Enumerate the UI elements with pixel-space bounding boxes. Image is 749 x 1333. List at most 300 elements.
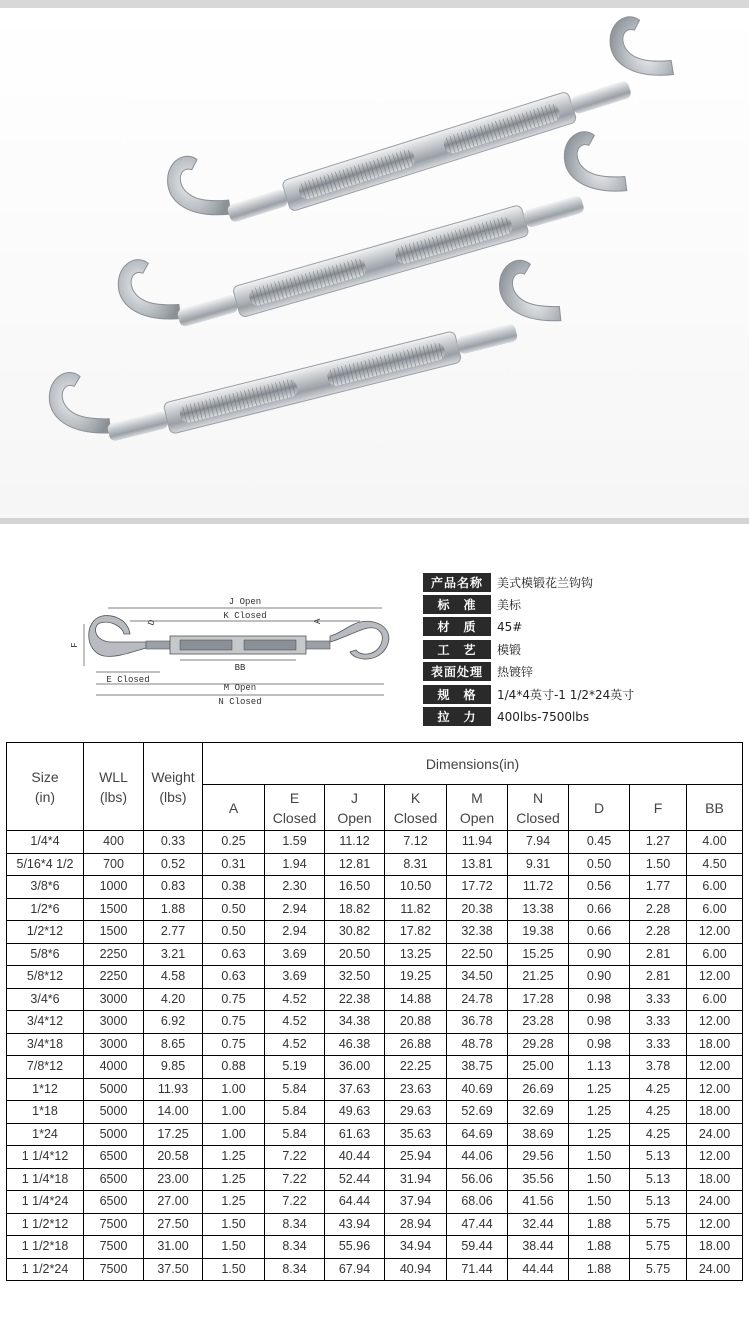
table-cell: 5000 (84, 1101, 144, 1124)
table-cell: 3000 (84, 1033, 144, 1056)
table-cell: 1000 (84, 876, 144, 899)
table-cell: 27.00 (144, 1191, 203, 1214)
spec-label: 材 质 (423, 617, 491, 636)
header-size: Size (in) (7, 743, 84, 831)
label-f: F (70, 642, 80, 648)
table-cell: 4.25 (630, 1123, 687, 1146)
table-cell: 5.75 (630, 1236, 687, 1259)
table-cell: 0.98 (569, 1011, 630, 1034)
table-cell: 31.00 (144, 1236, 203, 1259)
table-cell: 7.22 (265, 1168, 325, 1191)
table-cell: 0.45 (569, 831, 630, 854)
table-cell: 68.06 (447, 1191, 508, 1214)
table-cell: 1.25 (203, 1146, 265, 1169)
table-cell: 6.92 (144, 1011, 203, 1034)
header-dim: K Closed (385, 785, 447, 831)
table-cell: 1.50 (569, 1146, 630, 1169)
table-cell: 36.78 (447, 1011, 508, 1034)
table-cell: 5.13 (630, 1168, 687, 1191)
table-cell: 22.50 (447, 943, 508, 966)
spec-label: 表面处理 (423, 662, 491, 681)
table-cell: 0.52 (144, 853, 203, 876)
table-cell: 7.22 (265, 1146, 325, 1169)
table-cell: 3.33 (630, 1033, 687, 1056)
table-cell: 1*18 (7, 1101, 84, 1124)
table-cell: 28.94 (385, 1213, 447, 1236)
table-cell: 17.82 (385, 921, 447, 944)
table-cell: 64.69 (447, 1123, 508, 1146)
header-dim: M Open (447, 785, 508, 831)
table-cell: 1500 (84, 921, 144, 944)
table-cell: 43.94 (325, 1213, 385, 1236)
table-cell: 71.44 (447, 1258, 508, 1281)
left-shank (146, 641, 170, 649)
table-cell: 19.25 (385, 966, 447, 989)
table-cell: 16.50 (325, 876, 385, 899)
table-cell: 48.78 (447, 1033, 508, 1056)
table-cell: 13.25 (385, 943, 447, 966)
table-cell: 67.94 (325, 1258, 385, 1281)
table-cell: 5.84 (265, 1123, 325, 1146)
top-border (0, 0, 749, 8)
table-cell: 1.77 (630, 876, 687, 899)
table-cell: 4.52 (265, 1033, 325, 1056)
label-m-open: M Open (223, 683, 257, 693)
table-cell: 7.94 (508, 831, 569, 854)
table-cell: 1.50 (569, 1168, 630, 1191)
table-cell: 3/4*12 (7, 1011, 84, 1034)
table-cell: 5/8*12 (7, 966, 84, 989)
table-cell: 0.56 (569, 876, 630, 899)
table-cell: 20.38 (447, 898, 508, 921)
table-cell: 0.66 (569, 921, 630, 944)
spec-value: 45# (497, 619, 523, 634)
table-cell: 2.30 (265, 876, 325, 899)
table-cell: 38.75 (447, 1056, 508, 1079)
spec-value: 美标 (497, 598, 522, 613)
table-cell: 12.00 (687, 1078, 743, 1101)
table-cell: 1/2*12 (7, 921, 84, 944)
table-cell: 1.25 (203, 1191, 265, 1214)
table-cell: 4.25 (630, 1101, 687, 1124)
table-row (7, 1168, 743, 1191)
table-cell: 4000 (84, 1056, 144, 1079)
thread-left (180, 640, 232, 650)
table-row (7, 1056, 743, 1079)
table-cell: 24.00 (687, 1258, 743, 1281)
table-cell: 1.50 (203, 1258, 265, 1281)
table-cell: 13.38 (508, 898, 569, 921)
table-cell: 56.06 (447, 1168, 508, 1191)
table-cell: 8.34 (265, 1236, 325, 1259)
table-cell: 7.22 (265, 1191, 325, 1214)
table-cell: 2.77 (144, 921, 203, 944)
table-cell: 34.50 (447, 966, 508, 989)
table-cell: 32.44 (508, 1213, 569, 1236)
table-cell: 12.81 (325, 853, 385, 876)
table-cell: 1 1/4*18 (7, 1168, 84, 1191)
table-cell: 6.00 (687, 943, 743, 966)
table-cell: 47.44 (447, 1213, 508, 1236)
table-cell: 5.13 (630, 1146, 687, 1169)
table-cell: 24.00 (687, 1123, 743, 1146)
spec-row (423, 638, 743, 660)
table-cell: 20.50 (325, 943, 385, 966)
table-cell: 34.94 (385, 1236, 447, 1259)
table-cell: 13.81 (447, 853, 508, 876)
table-cell: 61.63 (325, 1123, 385, 1146)
table-cell: 37.63 (325, 1078, 385, 1101)
table-row (7, 1123, 743, 1146)
table-cell: 4.52 (265, 988, 325, 1011)
table-cell: 5.13 (630, 1191, 687, 1214)
table-cell: 7/8*12 (7, 1056, 84, 1079)
table-cell: 11.94 (447, 831, 508, 854)
table-cell: 0.33 (144, 831, 203, 854)
table-row (7, 831, 743, 854)
table-cell: 1*24 (7, 1123, 84, 1146)
header-dim: F (630, 785, 687, 831)
table-cell: 37.50 (144, 1258, 203, 1281)
table-cell: 6.00 (687, 898, 743, 921)
table-row (7, 1146, 743, 1169)
table-cell: 3000 (84, 1011, 144, 1034)
table-cell: 12.00 (687, 1056, 743, 1079)
table-cell: 14.88 (385, 988, 447, 1011)
header-wll: WLL (lbs) (84, 743, 144, 831)
right-hook-shape (330, 621, 389, 659)
table-cell: 55.96 (325, 1236, 385, 1259)
label-n-closed: N Closed (218, 697, 262, 707)
table-cell: 12.00 (687, 1146, 743, 1169)
table-cell: 20.58 (144, 1146, 203, 1169)
spec-value: 400lbs-7500lbs (497, 709, 590, 724)
table-row (7, 1033, 743, 1056)
table-cell: 37.94 (385, 1191, 447, 1214)
table-row (7, 1236, 743, 1259)
table-cell: 6500 (84, 1168, 144, 1191)
table-cell: 1 1/2*12 (7, 1213, 84, 1236)
table-cell: 64.44 (325, 1191, 385, 1214)
table-cell: 27.50 (144, 1213, 203, 1236)
table-cell: 0.88 (203, 1056, 265, 1079)
spec-label: 拉 力 (423, 707, 491, 726)
table-cell: 2.28 (630, 921, 687, 944)
turnbuckle-photo (0, 8, 749, 518)
table-cell: 32.50 (325, 966, 385, 989)
table-cell: 3/4*6 (7, 988, 84, 1011)
table-cell: 1.50 (630, 853, 687, 876)
table-cell: 6500 (84, 1191, 144, 1214)
table-cell: 1 1/2*24 (7, 1258, 84, 1281)
table-cell: 1.25 (569, 1123, 630, 1146)
table-cell: 22.25 (385, 1056, 447, 1079)
table-cell: 0.98 (569, 1033, 630, 1056)
table-cell: 6500 (84, 1146, 144, 1169)
table-cell: 5.75 (630, 1258, 687, 1281)
table-cell: 1*12 (7, 1078, 84, 1101)
table-cell: 2.81 (630, 943, 687, 966)
table-cell: 30.82 (325, 921, 385, 944)
product-photo (0, 8, 749, 518)
table-cell: 3000 (84, 988, 144, 1011)
table-cell: 1.94 (265, 853, 325, 876)
table-cell: 40.94 (385, 1258, 447, 1281)
spec-value: 模锻 (497, 642, 522, 657)
table-cell: 4.58 (144, 966, 203, 989)
thread-right (244, 640, 296, 650)
table-cell: 0.98 (569, 988, 630, 1011)
table-cell: 5/8*6 (7, 943, 84, 966)
table-cell: 1.50 (569, 1191, 630, 1214)
table-cell: 0.66 (569, 898, 630, 921)
table-cell: 0.38 (203, 876, 265, 899)
dimensions-table (6, 742, 743, 1281)
spec-list (423, 571, 743, 728)
table-cell: 49.63 (325, 1101, 385, 1124)
table-cell: 12.00 (687, 1213, 743, 1236)
spec-row (423, 705, 743, 727)
table-cell: 1.25 (569, 1101, 630, 1124)
table-cell: 5.19 (265, 1056, 325, 1079)
table-cell: 32.69 (508, 1101, 569, 1124)
table-cell: 17.25 (144, 1123, 203, 1146)
table-cell: 41.56 (508, 1191, 569, 1214)
table-cell: 40.44 (325, 1146, 385, 1169)
table-cell: 8.34 (265, 1213, 325, 1236)
spec-label: 产品名称 (423, 573, 491, 592)
table-row (7, 988, 743, 1011)
table-cell: 2.28 (630, 898, 687, 921)
table-cell: 7500 (84, 1213, 144, 1236)
header-dim: BB (687, 785, 743, 831)
table-cell: 7.12 (385, 831, 447, 854)
table-cell: 8.65 (144, 1033, 203, 1056)
table-cell: 18.00 (687, 1168, 743, 1191)
table-cell: 0.50 (203, 898, 265, 921)
table-cell: 2.94 (265, 898, 325, 921)
right-shank (306, 641, 330, 649)
table-cell: 23.63 (385, 1078, 447, 1101)
table-cell: 11.12 (325, 831, 385, 854)
table-cell: 1500 (84, 898, 144, 921)
table-cell: 32.38 (447, 921, 508, 944)
table-cell: 4.25 (630, 1078, 687, 1101)
table-cell: 5000 (84, 1078, 144, 1101)
table-cell: 1 1/4*12 (7, 1146, 84, 1169)
table-cell: 17.72 (447, 876, 508, 899)
table-cell: 18.82 (325, 898, 385, 921)
table-cell: 6.00 (687, 876, 743, 899)
table-cell: 1.50 (203, 1236, 265, 1259)
table-cell: 1.13 (569, 1056, 630, 1079)
label-d: D (146, 618, 158, 628)
table-cell: 17.28 (508, 988, 569, 1011)
table-cell: 700 (84, 853, 144, 876)
table-cell: 5000 (84, 1123, 144, 1146)
spec-row (423, 571, 743, 593)
spec-value: 热镀锌 (497, 665, 534, 680)
table-cell: 1.00 (203, 1123, 265, 1146)
table-cell: 0.75 (203, 988, 265, 1011)
spec-label: 标 准 (423, 595, 491, 614)
table-cell: 23.00 (144, 1168, 203, 1191)
table-cell: 38.44 (508, 1236, 569, 1259)
header-dimensions: Dimensions(in) (203, 743, 743, 785)
table-cell: 3.21 (144, 943, 203, 966)
table-cell: 1.00 (203, 1101, 265, 1124)
table-cell: 12.00 (687, 1011, 743, 1034)
header-dim: A (203, 785, 265, 831)
header-dim: D (569, 785, 630, 831)
table-cell: 4.50 (687, 853, 743, 876)
table-cell: 59.44 (447, 1236, 508, 1259)
table-cell: 38.69 (508, 1123, 569, 1146)
table-cell: 400 (84, 831, 144, 854)
table-cell: 5.84 (265, 1101, 325, 1124)
table-row (7, 921, 743, 944)
table-cell: 19.38 (508, 921, 569, 944)
table-cell: 5.84 (265, 1078, 325, 1101)
table-row (7, 1078, 743, 1101)
table-cell: 12.00 (687, 921, 743, 944)
spec-label: 规 格 (423, 685, 491, 704)
label-e-closed: E Closed (106, 675, 150, 685)
table-cell: 44.06 (447, 1146, 508, 1169)
table-cell: 29.63 (385, 1101, 447, 1124)
table-cell: 0.83 (144, 876, 203, 899)
table-cell: 11.72 (508, 876, 569, 899)
table-cell: 5/16*4 1/2 (7, 853, 84, 876)
table-cell: 35.63 (385, 1123, 447, 1146)
table-cell: 26.88 (385, 1033, 447, 1056)
table-cell: 25.94 (385, 1146, 447, 1169)
table-cell: 7500 (84, 1236, 144, 1259)
table-cell: 4.00 (687, 831, 743, 854)
spec-row (423, 661, 743, 683)
section-divider (0, 518, 749, 524)
header-weight: Weight (lbs) (144, 743, 203, 831)
table-cell: 23.28 (508, 1011, 569, 1034)
label-a: A (313, 618, 323, 624)
label-j-open: J Open (228, 597, 262, 607)
table-cell: 2.94 (265, 921, 325, 944)
table-cell: 3.69 (265, 966, 325, 989)
table-cell: 7500 (84, 1258, 144, 1281)
table-cell: 1.88 (144, 898, 203, 921)
table-cell: 24.00 (687, 1191, 743, 1214)
table-cell: 1.50 (203, 1213, 265, 1236)
table-row (7, 943, 743, 966)
table-cell: 0.75 (203, 1033, 265, 1056)
table-cell: 21.25 (508, 966, 569, 989)
table-cell: 26.69 (508, 1078, 569, 1101)
table-cell: 1 1/2*18 (7, 1236, 84, 1259)
table-cell: 18.00 (687, 1033, 743, 1056)
spec-value: 1/4*4英寸-1 1/2*24英寸 (497, 687, 635, 702)
table-cell: 46.38 (325, 1033, 385, 1056)
table-cell: 0.90 (569, 943, 630, 966)
table-cell: 0.63 (203, 943, 265, 966)
label-k-closed: K Closed (223, 611, 267, 621)
table-cell: 44.44 (508, 1258, 569, 1281)
table-cell: 36.00 (325, 1056, 385, 1079)
table-cell: 18.00 (687, 1236, 743, 1259)
table-row (7, 853, 743, 876)
table-row (7, 1011, 743, 1034)
table-row (7, 1191, 743, 1214)
table-row (7, 1213, 743, 1236)
table-cell: 24.78 (447, 988, 508, 1011)
table-cell: 3.78 (630, 1056, 687, 1079)
table-cell: 3.33 (630, 1011, 687, 1034)
table-cell: 0.90 (569, 966, 630, 989)
table-cell: 22.38 (325, 988, 385, 1011)
table-cell: 2.81 (630, 966, 687, 989)
table-cell: 5.75 (630, 1213, 687, 1236)
table-cell: 11.93 (144, 1078, 203, 1101)
table-cell: 2250 (84, 943, 144, 966)
table-cell: 1.25 (569, 1078, 630, 1101)
table-row (7, 1258, 743, 1281)
table-cell: 40.69 (447, 1078, 508, 1101)
table-cell: 9.85 (144, 1056, 203, 1079)
table-cell: 25.00 (508, 1056, 569, 1079)
dimension-diagram (60, 590, 400, 710)
table-cell: 8.31 (385, 853, 447, 876)
table-cell: 10.50 (385, 876, 447, 899)
table-body (7, 831, 743, 1281)
table-cell: 1.88 (569, 1213, 630, 1236)
table-cell: 18.00 (687, 1101, 743, 1124)
table-cell: 2250 (84, 966, 144, 989)
header-dim: E Closed (265, 785, 325, 831)
spec-row (423, 593, 743, 615)
table-cell: 0.50 (203, 921, 265, 944)
table-cell: 0.31 (203, 853, 265, 876)
table-row (7, 898, 743, 921)
spec-label: 工 艺 (423, 640, 491, 659)
spec-value: 美式模锻花兰钩钩 (497, 575, 594, 590)
table-cell: 3/8*6 (7, 876, 84, 899)
table-cell: 52.44 (325, 1168, 385, 1191)
table-cell: 31.94 (385, 1168, 447, 1191)
table-cell: 35.56 (508, 1168, 569, 1191)
table-cell: 20.88 (385, 1011, 447, 1034)
table-cell: 4.52 (265, 1011, 325, 1034)
table-cell: 1.88 (569, 1258, 630, 1281)
table-cell: 8.34 (265, 1258, 325, 1281)
table-cell: 0.75 (203, 1011, 265, 1034)
header-dim: N Closed (508, 785, 569, 831)
table-row (7, 876, 743, 899)
table-cell: 9.31 (508, 853, 569, 876)
table-cell: 6.00 (687, 988, 743, 1011)
table-cell: 3/4*18 (7, 1033, 84, 1056)
table-cell: 11.82 (385, 898, 447, 921)
table-cell: 15.25 (508, 943, 569, 966)
table-row (7, 966, 743, 989)
header-dim: J Open (325, 785, 385, 831)
table-cell: 4.20 (144, 988, 203, 1011)
table-cell: 52.69 (447, 1101, 508, 1124)
table-cell: 1.59 (265, 831, 325, 854)
table-row (7, 1101, 743, 1124)
table-cell: 14.00 (144, 1101, 203, 1124)
table-cell: 29.28 (508, 1033, 569, 1056)
table-cell: 34.38 (325, 1011, 385, 1034)
table-cell: 1/2*6 (7, 898, 84, 921)
